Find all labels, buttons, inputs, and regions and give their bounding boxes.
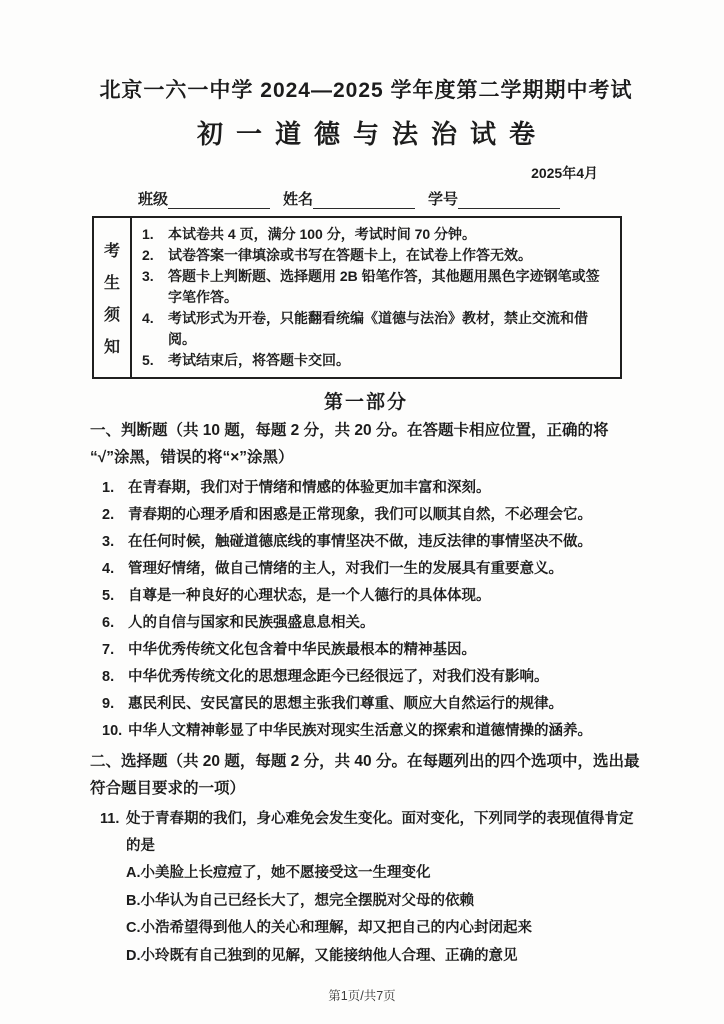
notice-item-text: 考试结束后，将答题卡交回。 — [168, 352, 350, 368]
judgement-question — [90, 556, 642, 583]
judgement-question — [90, 637, 642, 664]
notice-item-text: 考试形式为开卷，只能翻看统编《道德与法治》教材，禁止交流和借阅。 — [168, 310, 588, 347]
part1-heading: 第一部分 — [323, 392, 408, 413]
exam-subtitle: 初一道德与法治试卷 — [196, 119, 548, 149]
section1-title-line1: 一、判断题（共 10 题，每题 2 分，共 20 分。在答题卡相应位置，正确的将 — [90, 422, 609, 439]
judgement-question — [90, 475, 642, 502]
class-field-group — [138, 188, 270, 209]
judgement-question — [90, 610, 642, 637]
section1-title-line2: “√”涂黑，错误的将“×”涂黑） — [90, 449, 294, 466]
student-info-row — [90, 188, 642, 209]
judgement-question — [90, 691, 642, 718]
name-field-group — [283, 188, 415, 209]
question-number: 4. — [102, 561, 115, 577]
choice-option-a: A.小美脸上长痘痘了，她不愿接受这一生理变化 — [126, 865, 431, 881]
judgement-question — [90, 718, 642, 745]
section2-title — [90, 748, 642, 802]
notice-item — [142, 224, 612, 245]
notice-side-label — [94, 218, 132, 377]
judgement-question — [90, 502, 642, 529]
notice-item-number: 2. — [142, 247, 154, 263]
question-number: 1. — [102, 480, 115, 496]
choice-option-c: C.小浩希望得到他人的关心和理解，却又把自己的内心封闭起来 — [126, 920, 532, 936]
notice-item-text: 答题卡上判断题、选择题用 2B 铅笔作答，其他题用黑色字迹钢笔或签字笔作答。 — [168, 268, 600, 305]
notice-side-char: 知 — [103, 339, 120, 356]
notice-item-number: 3. — [142, 268, 154, 284]
question-number: 10. — [102, 723, 123, 739]
question-text: 在青春期，我们对于情绪和情感的体验更加丰富和深刻。 — [128, 480, 491, 496]
question-number: 2. — [102, 507, 115, 523]
name-blank-line — [313, 191, 415, 209]
question-text: 中华人文精神彰显了中华民族对现实生活意义的探索和道德情操的涵养。 — [128, 723, 592, 739]
exam-title: 北京一六一中学 2024—2025 学年度第二学期期中考试 — [99, 79, 633, 102]
page-content — [0, 74, 724, 970]
question-number: 3. — [102, 534, 115, 550]
choice-question-stem — [90, 806, 642, 860]
class-blank-line — [168, 191, 270, 209]
choice-option-d: D.小玲既有自己独到的见解，又能接纳他人合理、正确的意见 — [126, 947, 518, 964]
judgement-question — [90, 529, 642, 556]
notice-item-number: 5. — [142, 352, 154, 368]
choice-option-b: B.小华认为自己已经长大了，想完全摆脱对父母的依赖 — [126, 892, 474, 909]
examinee-notice-box — [92, 216, 622, 379]
question-text: 青春期的心理矛盾和困惑是正常现象，我们可以顺其自然，不必理会它。 — [128, 507, 592, 523]
notice-side-char: 须 — [103, 307, 120, 324]
notice-item — [142, 350, 612, 371]
notice-item-list — [132, 218, 620, 377]
notice-item-number: 1. — [142, 226, 154, 242]
question-number: 6. — [102, 615, 115, 631]
question-number: 8. — [102, 669, 115, 685]
question-text: 人的自信与国家和民族强盛息息相关。 — [128, 615, 375, 631]
judgement-question — [90, 583, 642, 610]
question-text: 中华优秀传统文化包含着中华民族最根本的精神基因。 — [128, 642, 476, 658]
notice-side-char: 考 — [103, 243, 120, 260]
name-label: 姓名 — [283, 191, 314, 208]
student-id-label: 学号 — [428, 191, 459, 208]
question-number: 9. — [102, 696, 115, 712]
section2-title-line1: 二、选择题（共 20 题，每题 2 分，共 40 分。在每题列出的四个选项中，选出最 — [90, 753, 640, 770]
class-label: 班级 — [138, 191, 169, 208]
notice-item-text: 试卷答案一律填涂或书写在答题卡上，在试卷上作答无效。 — [168, 247, 532, 263]
question-text: 惠民利民、安民富民的思想主张我们尊重、顺应大自然运行的规律。 — [128, 696, 563, 712]
student-id-blank-line — [458, 191, 560, 209]
choice-question-11 — [90, 806, 642, 970]
judgement-question-list — [90, 475, 642, 745]
question-text: 中华优秀传统文化的思想理念距今已经很远了，对我们没有影响。 — [128, 669, 549, 685]
notice-item — [142, 245, 612, 266]
question-text: 在任何时候，触碰道德底线的事情坚决不做，违反法律的事情坚决不做。 — [128, 534, 592, 550]
notice-item-text: 本试卷共 4 页，满分 100 分，考试时间 70 分钟。 — [168, 226, 477, 242]
question-text: 自尊是一种良好的心理状态，是一个人德行的具体体现。 — [128, 588, 491, 604]
notice-item-number: 4. — [142, 310, 154, 326]
student-id-field-group — [428, 188, 560, 209]
question-number: 11. — [100, 811, 120, 827]
notice-side-char: 生 — [103, 275, 120, 292]
section2-title-line2: 符合题目要求的一项） — [90, 780, 246, 797]
exam-date: 2025年4月 — [531, 165, 598, 181]
question-number: 7. — [102, 642, 115, 658]
section1-title — [90, 417, 642, 471]
notice-item — [142, 308, 612, 350]
question-number: 5. — [102, 588, 115, 604]
judgement-question — [90, 664, 642, 691]
notice-item — [142, 266, 612, 308]
choice-option-list — [90, 860, 642, 970]
question-text: 处于青春期的我们，身心难免会发生变化。面对变化，下列同学的表现值得肯定的是 — [126, 811, 634, 854]
page-number-indicator: 第1页/共7页 — [328, 989, 396, 1003]
question-text: 管理好情绪，做自己情绪的主人，对我们一生的发展具有重要意义。 — [128, 561, 563, 577]
